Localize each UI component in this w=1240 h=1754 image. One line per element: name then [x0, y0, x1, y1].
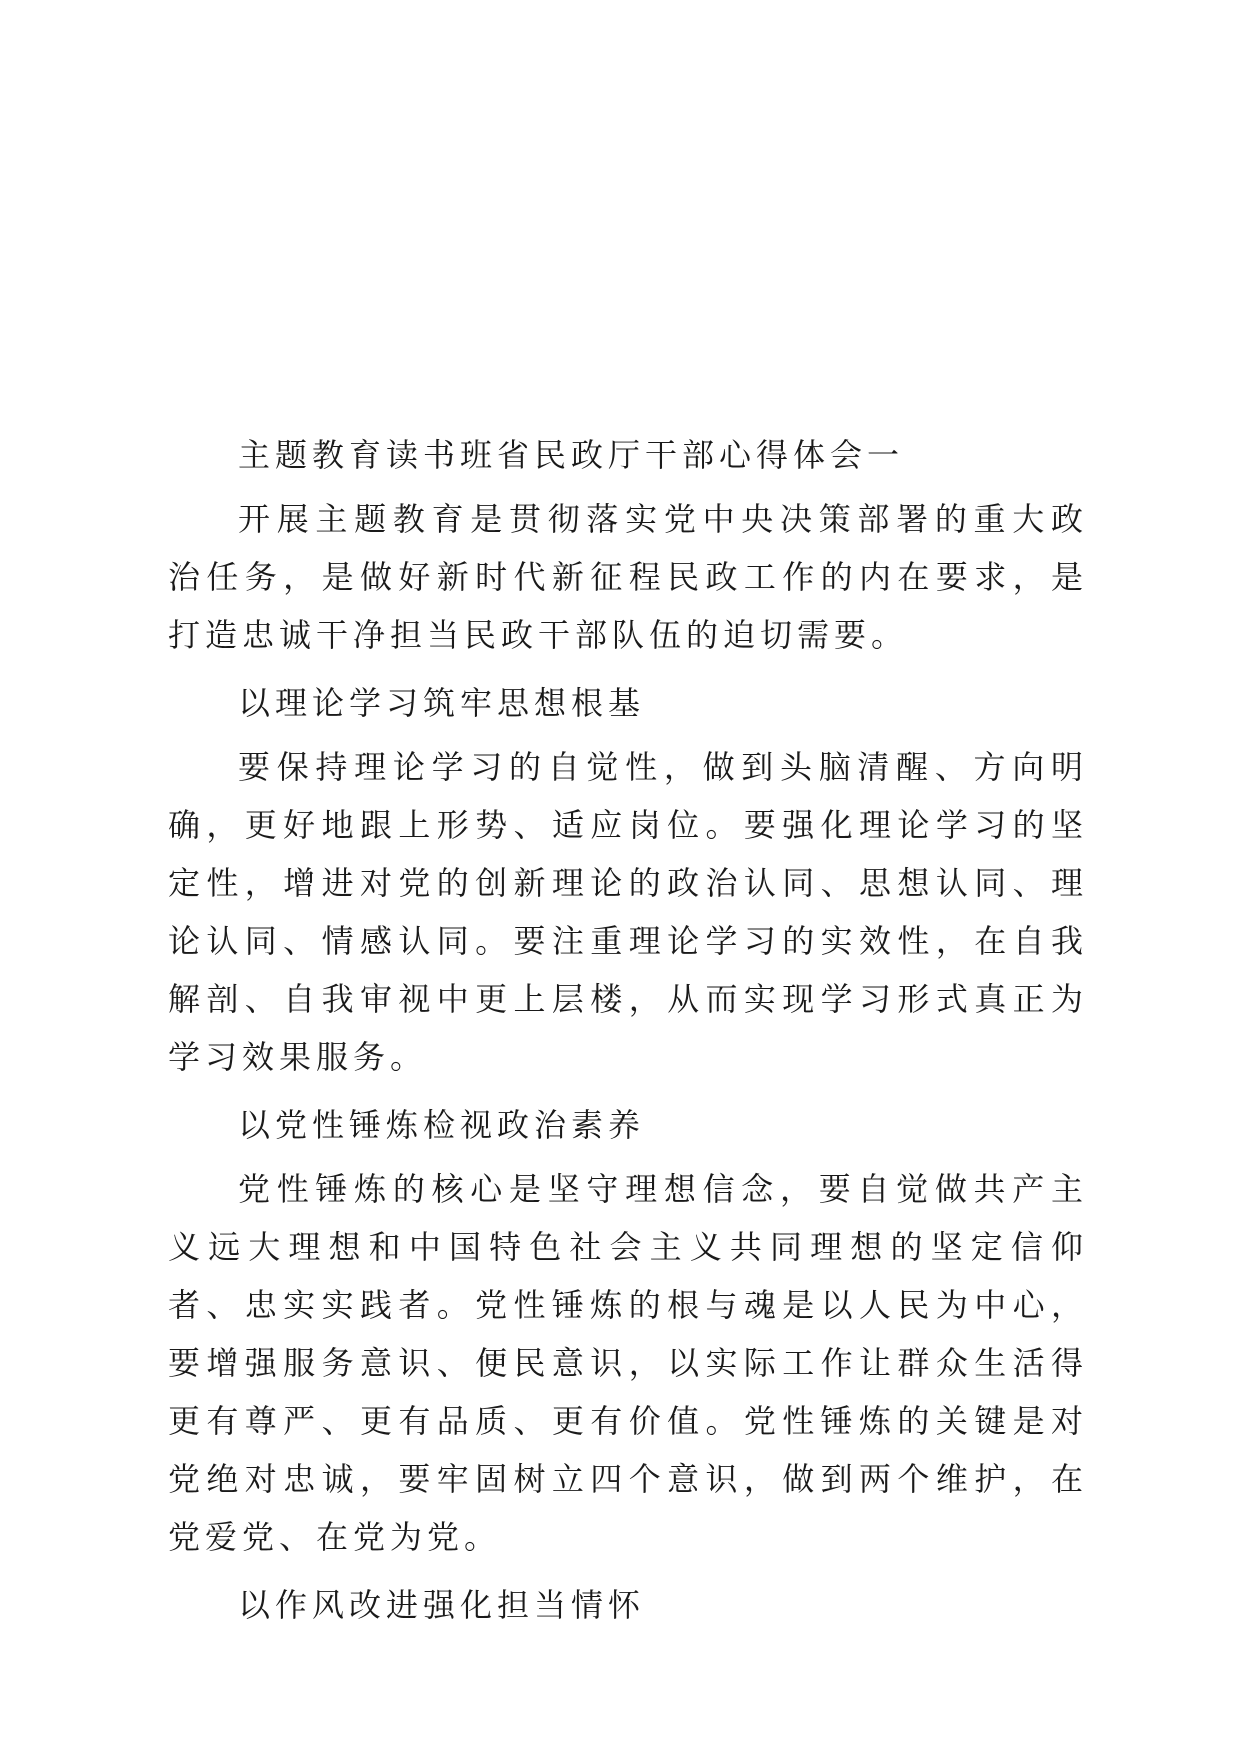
document-title: 主题教育读书班省民政厅干部心得体会一	[238, 436, 905, 474]
section-body-party-spirit: 党性锤炼的核心是坚守理想信念，要自觉做共产主义远大理想和中国特色社会主义共同理想的坚定信仰者、忠实实践者。党性锤炼的根与魂是以人民为中心，要增强服务意识、便民意识，以实际工作让群众生活得更有尊严、更有品质、更有价值。党性锤炼的关键是对党绝对忠诚，要牢固树立四个意识，做到两个维护，在党爱党、在党为党。	[168, 1170, 1088, 1556]
section-body-theory: 要保持理论学习的自觉性，做到头脑清醒、方向明确，更好地跟上形势、适应岗位。要强化理论学习的坚定性，增进对党的创新理论的政治认同、思想认同、理论认同、情感认同。要注重理论学习的实效性，在自我解剖、自我审视中更上层楼，从而实现学习形式真正为学习效果服务。	[168, 748, 1088, 1076]
section-heading-work-style: 以作风改进强化担当情怀	[238, 1586, 646, 1624]
section-heading-theory: 以理论学习筑牢思想根基	[238, 684, 646, 722]
intro-paragraph: 开展主题教育是贯彻落实党中央决策部署的重大政治任务，是做好新时代新征程民政工作的内在要求，是打造忠诚干净担当民政干部队伍的迫切需要。	[168, 500, 1088, 654]
section-heading-party-spirit: 以党性锤炼检视政治素养	[238, 1106, 646, 1144]
document-page	[168, 420, 1088, 1640]
